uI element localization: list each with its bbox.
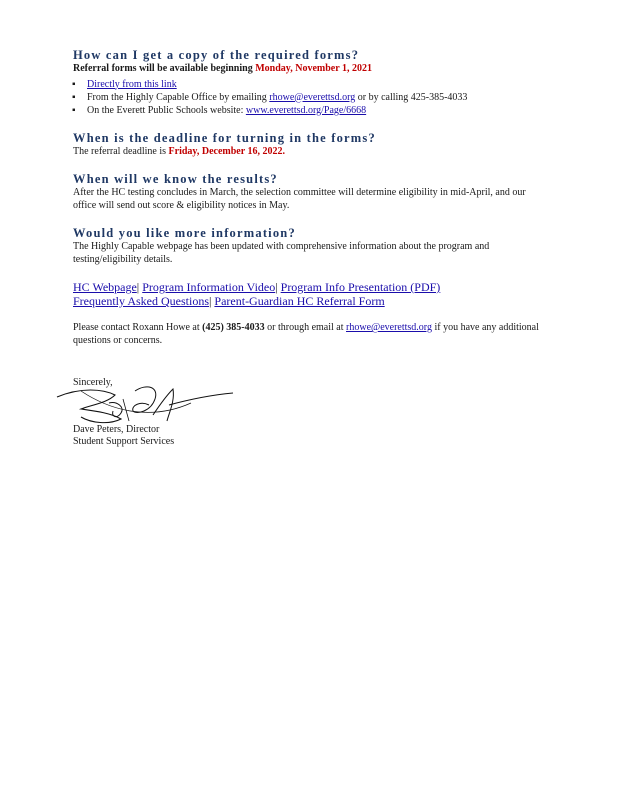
deadline-prefix: The referral deadline is xyxy=(73,145,169,157)
contact-text: Please contact Roxann Howe at xyxy=(73,322,203,333)
signer-department: Student Support Services xyxy=(73,436,175,447)
bullet-text: From the Highly Capable Office by emailing xyxy=(87,91,270,103)
info-body: The Highly Capable webpage has been updated with comprehensive information about the program and testing/eligibility details. xyxy=(73,241,490,265)
list-item xyxy=(73,104,543,117)
info-heading: Would you like more information? xyxy=(73,226,296,240)
resource-links xyxy=(73,280,543,308)
deadline-line xyxy=(73,146,543,159)
availability-prefix: Referral forms will be available beginning xyxy=(73,63,256,74)
deadline-date: Friday, December 16, 2022. xyxy=(168,145,285,157)
contact-text-middle: or through email at xyxy=(264,322,347,333)
direct-link[interactable]: Directly from this link xyxy=(87,78,177,90)
bullet-icon: ▪ xyxy=(72,104,76,116)
contact-phone: (425) 385-4033 xyxy=(202,322,265,333)
referral-availability-line xyxy=(73,63,543,76)
faq-link[interactable]: Frequently Asked Questions xyxy=(73,294,209,308)
contact-email-link[interactable]: rhowe@everettsd.org xyxy=(346,322,432,333)
forms-heading: How can I get a copy of the required forms? xyxy=(73,48,360,62)
email-link[interactable]: rhowe@everettsd.org xyxy=(269,91,356,103)
program-pdf-link[interactable]: Program Info Presentation (PDF) xyxy=(280,280,441,294)
bullet-text-after: or by calling 425-385-4033 xyxy=(355,91,468,103)
link-separator: | xyxy=(209,294,212,308)
info-section xyxy=(73,226,543,266)
link-separator: | xyxy=(136,280,140,294)
closing-block xyxy=(73,377,543,449)
deadline-section xyxy=(73,131,543,159)
link-separator: | xyxy=(275,280,278,294)
availability-date: Monday, November 1, 2021 xyxy=(255,63,372,74)
forms-section xyxy=(73,48,543,117)
results-body: After the HC testing concludes in March, the selection committee will determine eligibility in mid-April, and our office will send out score & eligibility notices in May. xyxy=(73,187,526,211)
results-heading: When will we know the results? xyxy=(73,172,278,186)
handwritten-signature xyxy=(51,381,241,431)
forms-bullet-list xyxy=(73,78,543,117)
letter-page xyxy=(73,48,543,449)
referral-form-link[interactable]: Parent-Guardian HC Referral Form xyxy=(214,294,385,308)
bullet-icon: ▪ xyxy=(72,91,76,103)
contact-text-after: if you have any additional questions or concerns. xyxy=(73,322,539,346)
results-section xyxy=(73,172,543,212)
deadline-heading: When is the deadline for turning in the forms? xyxy=(73,130,376,145)
bullet-icon: ▪ xyxy=(72,78,76,90)
salutation: Sincerely, xyxy=(73,377,113,388)
hc-webpage-link[interactable]: HC Webpage xyxy=(73,280,137,294)
website-link[interactable]: www.everettsd.org/Page/6668 xyxy=(245,104,367,116)
contact-paragraph xyxy=(73,322,543,347)
signer-name: Dave Peters, Director xyxy=(73,423,160,435)
program-video-link[interactable]: Program Information Video xyxy=(142,280,276,294)
list-item xyxy=(73,78,543,91)
list-item xyxy=(73,91,543,104)
bullet-text: On the Everett Public Schools website: xyxy=(87,104,246,116)
